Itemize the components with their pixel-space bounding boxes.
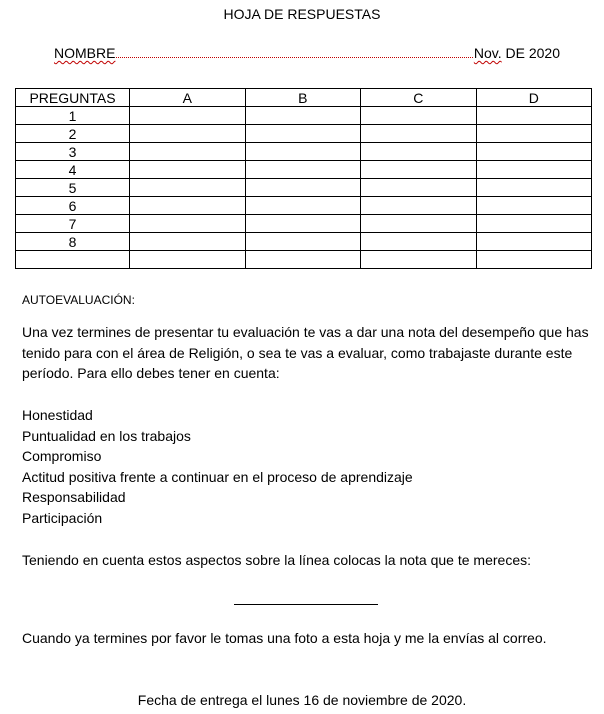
- name-line: [54, 45, 560, 61]
- answer-cell-d[interactable]: [476, 233, 592, 251]
- send-instruction: Cuando ya termines por favor le tomas una foto a esta hoja y me la envías al correo.: [22, 630, 547, 646]
- list-item: Honestidad: [22, 407, 93, 423]
- table-row: [16, 233, 592, 251]
- answer-cell-c[interactable]: [361, 251, 477, 269]
- answer-cell-b[interactable]: [245, 161, 361, 179]
- self-assessment-title: AUTOEVALUACIÓN:: [22, 293, 135, 307]
- table-row: [16, 143, 592, 161]
- date-month: Nov.: [473, 45, 502, 61]
- answer-cell-c[interactable]: [361, 179, 477, 197]
- answer-cell-d[interactable]: [476, 107, 592, 125]
- list-item: Compromiso: [22, 448, 102, 464]
- question-number: 2: [16, 125, 130, 143]
- answer-table-body: [16, 107, 592, 269]
- due-date: Fecha de entrega el lunes 16 de noviembre de 2020.: [137, 692, 467, 708]
- question-number: 5: [16, 179, 130, 197]
- answer-cell-c[interactable]: [361, 215, 477, 233]
- table-row: [16, 215, 592, 233]
- answer-cell-a[interactable]: [130, 161, 246, 179]
- self-assessment-intro: Una vez termines de presentar tu evaluación te vas a dar una nota del desempeño que has tenido para con el área de Religión, o sea te vas a evaluar, como trabajaste durante este período. Para ello debes tener en cuenta:: [22, 324, 589, 381]
- answer-cell-c[interactable]: [361, 143, 477, 161]
- answer-cell-d[interactable]: [476, 125, 592, 143]
- answer-cell-a[interactable]: [130, 233, 246, 251]
- answer-cell-b[interactable]: [245, 215, 361, 233]
- list-item: Participación: [22, 509, 103, 526]
- answer-cell-b[interactable]: [245, 143, 361, 161]
- name-label: NOMBRE: [54, 45, 116, 61]
- answer-cell-d[interactable]: [476, 179, 592, 197]
- criteria-list: [22, 405, 413, 528]
- answer-cell-b[interactable]: [245, 197, 361, 215]
- answer-cell-c[interactable]: [361, 161, 477, 179]
- answer-cell-b[interactable]: [245, 125, 361, 143]
- answer-cell-d[interactable]: [476, 251, 592, 269]
- grade-instruction: Teniendo en cuenta estos aspectos sobre la línea colocas la nota que te mereces:: [22, 552, 531, 568]
- question-number: 1: [16, 107, 130, 125]
- answer-cell-b[interactable]: [245, 233, 361, 251]
- answer-cell-d[interactable]: [476, 197, 592, 215]
- table-row: [16, 125, 592, 143]
- answer-cell-c[interactable]: [361, 233, 477, 251]
- list-item: Responsabilidad: [22, 489, 126, 505]
- name-blank-line: [116, 47, 472, 58]
- header-option-a: A: [130, 89, 246, 107]
- answer-cell-a[interactable]: [130, 143, 246, 161]
- question-number: [16, 251, 130, 269]
- answer-cell-c[interactable]: [361, 197, 477, 215]
- table-row: [16, 197, 592, 215]
- header-questions: PREGUNTAS: [16, 89, 130, 107]
- answer-cell-d[interactable]: [476, 143, 592, 161]
- header-option-d: D: [476, 89, 592, 107]
- question-number: 4: [16, 161, 130, 179]
- date-label: [474, 45, 560, 61]
- answer-cell-a[interactable]: [130, 107, 246, 125]
- list-item: Puntualidad en los trabajos: [22, 427, 191, 444]
- answer-table-header-row: [16, 89, 592, 107]
- answer-cell-a[interactable]: [130, 125, 246, 143]
- table-row: [16, 161, 592, 179]
- answer-cell-d[interactable]: [476, 161, 592, 179]
- list-item: Actitud positiva frente a continuar en el proceso de aprendizaje: [22, 468, 413, 485]
- table-row: [16, 107, 592, 125]
- answer-cell-a[interactable]: [130, 251, 246, 269]
- question-number: 3: [16, 143, 130, 161]
- grade-blank-line: [234, 604, 378, 605]
- question-number: 7: [16, 215, 130, 233]
- answer-cell-d[interactable]: [476, 215, 592, 233]
- page-title: HOJA DE RESPUESTAS: [223, 6, 381, 22]
- answer-cell-a[interactable]: [130, 197, 246, 215]
- answer-cell-a[interactable]: [130, 179, 246, 197]
- answer-cell-c[interactable]: [361, 107, 477, 125]
- question-number: 6: [16, 197, 130, 215]
- answer-cell-c[interactable]: [361, 125, 477, 143]
- answer-cell-a[interactable]: [130, 215, 246, 233]
- header-option-b: B: [245, 89, 361, 107]
- answer-cell-b[interactable]: [245, 251, 361, 269]
- date-year: DE 2020: [501, 45, 560, 61]
- header-option-c: C: [361, 89, 477, 107]
- answer-cell-b[interactable]: [245, 107, 361, 125]
- answer-cell-b[interactable]: [245, 179, 361, 197]
- table-row: [16, 179, 592, 197]
- question-number: 8: [16, 233, 130, 251]
- table-row: [16, 251, 592, 269]
- answer-table: [15, 88, 592, 269]
